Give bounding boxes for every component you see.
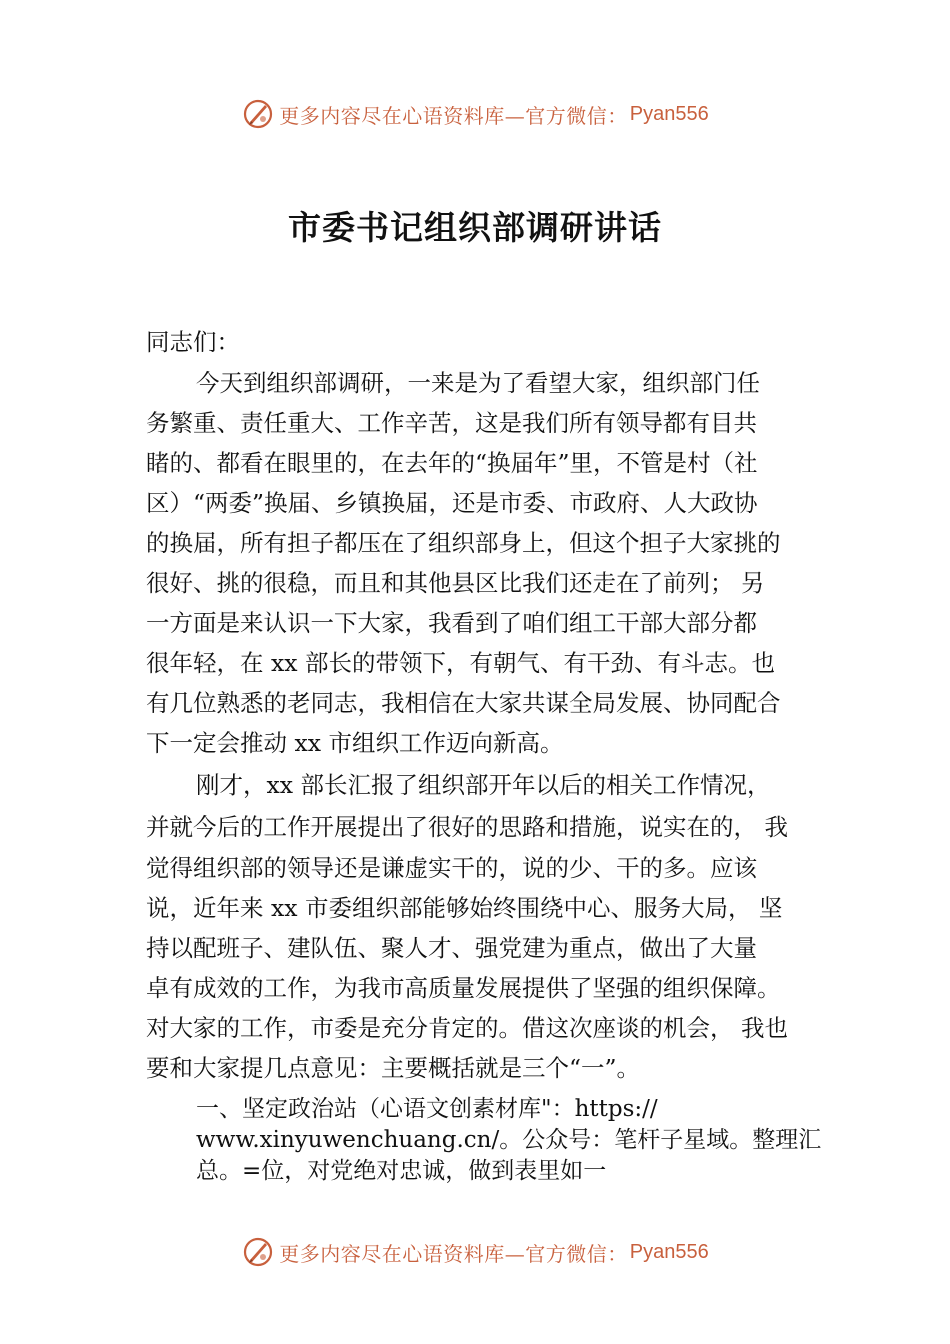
paragraph1-line: 今天到组织部调研，一来是为了看望大家，组织部门任 — [196, 369, 760, 397]
document-title: 市委书记组织部调研讲话 — [288, 208, 662, 247]
list-item-line: www.xinyuwenchuang.cn/。公众号：笔杆子星域。整理汇 — [196, 1127, 822, 1153]
banner-text: 更多内容尽在心语资料库—官方微信： — [279, 103, 628, 128]
paragraph2-line: 觉得组织部的领导还是谦虚实干的，说的少、干的多。应该 — [146, 854, 757, 882]
paragraph1-line: 务繁重、责任重大、工作辛苦，这是我们所有领导都有目共 — [146, 409, 757, 437]
paragraph2-line: 持以配班子、建队伍、聚人才、强党建为重点，做出了大量 — [146, 934, 757, 962]
paragraph2-line: 说，近年来 xx 市委组织部能够始终围绕中心、服务大局， 坚 — [146, 894, 783, 922]
paragraph1-line: 很年轻，在 xx 部长的带领下，有朝气、有干劲、有斗志。也 — [146, 649, 775, 677]
paragraph1-line: 的换届，所有担子都压在了组织部身上，但这个担子大家挑的 — [146, 529, 781, 557]
paragraph2-line: 刚才，xx 部长汇报了组织部开年以后的相关工作情况， — [196, 771, 771, 799]
quill-pen-logo-icon — [241, 1235, 275, 1269]
banner-wechat-id: Pyan556 — [629, 1240, 709, 1263]
paragraph1-line: 区）“两委”换届、乡镇换届，还是市委、市政府、人大政协 — [146, 489, 758, 517]
paragraph2-line: 要和大家提几点意见：主要概括就是三个“一”。 — [146, 1054, 641, 1082]
banner-text: 更多内容尽在心语资料库—官方微信： — [279, 1241, 628, 1266]
header-watermark-banner — [0, 94, 950, 134]
paragraph2-line: 并就今后的工作开展提出了很好的思路和措施，说实在的， 我 — [146, 813, 788, 841]
list-item-line: 一、坚定政治站（心语文创素材库"：https:// — [196, 1096, 658, 1122]
paragraph2-line: 对大家的工作，市委是充分肯定的。借这次座谈的机会， 我也 — [146, 1014, 788, 1042]
salutation: 同志们： — [146, 328, 240, 356]
paragraph1-line: 一方面是来认识一下大家，我看到了咱们组工干部大部分都 — [146, 609, 757, 637]
paragraph2-line: 卓有成效的工作，为我市高质量发展提供了坚强的组织保障。 — [146, 974, 781, 1002]
paragraph1-line: 睹的、都看在眼里的，在去年的“换届年”里，不管是村（社 — [146, 449, 758, 477]
quill-pen-logo-icon — [241, 97, 275, 131]
footer-watermark-banner — [0, 1232, 950, 1272]
banner-wechat-id: Pyan556 — [629, 102, 709, 125]
paragraph1-line: 下一定会推动 xx 市组织工作迈向新高。 — [146, 729, 564, 757]
paragraph1-line: 很好、挑的很稳，而且和其他县区比我们还走在了前列； 另 — [146, 569, 765, 597]
list-item-line: 总。=位，对党绝对忠诚，做到表里如一 — [196, 1158, 607, 1184]
paragraph1-line: 有几位熟悉的老同志，我相信在大家共谋全局发展、协同配合 — [146, 689, 781, 717]
